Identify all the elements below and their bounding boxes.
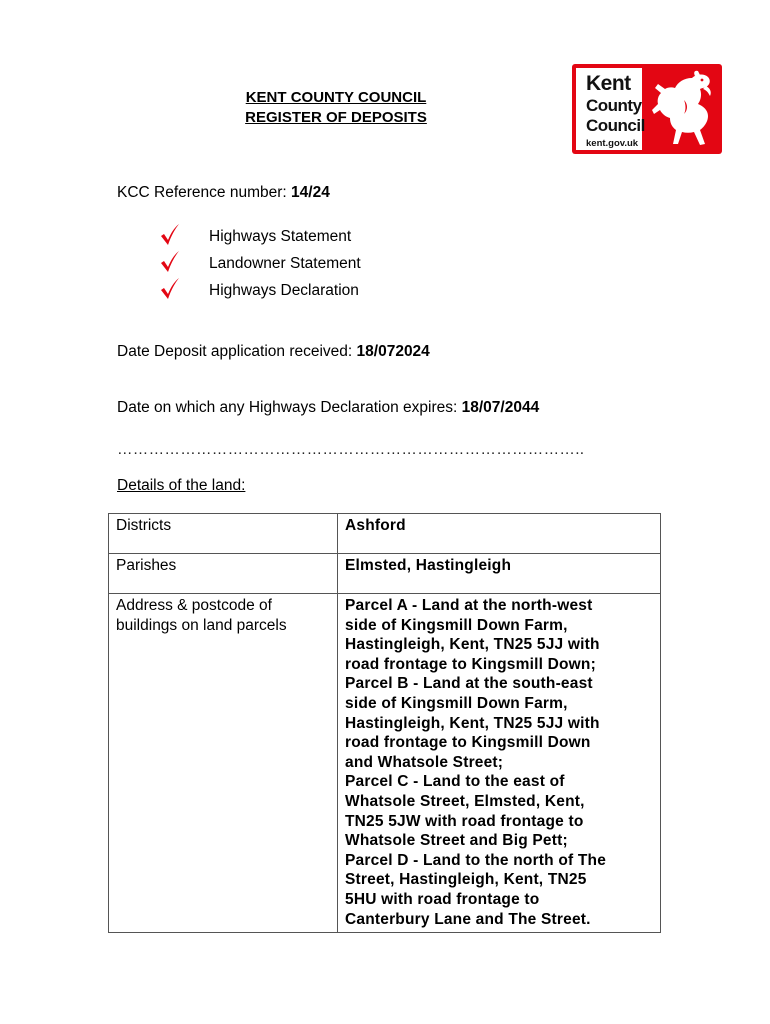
logo-website: kent.gov.uk xyxy=(586,138,639,149)
title-line-2: REGISTER OF DEPOSITS xyxy=(245,109,427,126)
address-line: Parcel B - Land at the south-east xyxy=(345,675,593,693)
address-line: side of Kingsmill Down Farm, xyxy=(345,694,568,712)
date-received-label: Date Deposit application received: xyxy=(117,343,353,360)
address-line: Street, Hastingleigh, Kent, TN25 xyxy=(345,871,587,889)
land-details-table xyxy=(108,513,661,933)
title-line-1: KENT COUNTY COUNCIL xyxy=(245,89,427,106)
logo-word-county: County xyxy=(586,96,642,115)
address-line: side of Kingsmill Down Farm, xyxy=(345,616,568,634)
address-label xyxy=(109,594,338,933)
address-line: Whatsole Street, Elmsted, Kent, xyxy=(345,792,585,810)
document-title xyxy=(218,88,454,128)
address-label-line: Address & postcode of xyxy=(116,597,272,614)
address-line: road frontage to Kingsmill Down; xyxy=(345,655,596,673)
address-line: road frontage to Kingsmill Down xyxy=(345,734,591,752)
address-line: Whatsole Street and Big Pett; xyxy=(345,832,568,850)
checklist-item xyxy=(160,224,420,250)
date-received-value: 18/072024 xyxy=(356,343,430,360)
districts-label: Districts xyxy=(109,514,338,554)
address-line: TN25 5JW with road frontage to xyxy=(345,812,584,830)
districts-value: Ashford xyxy=(338,514,661,554)
checklist-item-label: Highways Statement xyxy=(209,228,352,245)
address-line: Parcel C - Land to the east of xyxy=(345,773,565,791)
address-line: Canterbury Lane and The Street. xyxy=(345,910,591,928)
checklist-item xyxy=(160,278,420,304)
address-line: 5HU with road frontage to xyxy=(345,890,540,908)
dotted-divider: …………………………………………………………………………….. xyxy=(117,441,585,458)
address-value xyxy=(338,594,661,933)
address-line: Parcel A - Land at the north-west xyxy=(345,597,593,614)
parishes-label: Parishes xyxy=(109,554,338,594)
kent-county-council-logo xyxy=(572,64,722,154)
address-line: Parcel D - Land to the north of The xyxy=(345,851,607,869)
kcc-reference xyxy=(117,183,330,203)
checklist-item-label: Highways Declaration xyxy=(209,282,359,299)
table-row-districts xyxy=(109,514,661,554)
declaration-expiry xyxy=(117,398,539,418)
parishes-value: Elmsted, Hastingleigh xyxy=(338,554,661,594)
white-horse-icon xyxy=(648,70,718,148)
date-received xyxy=(117,342,430,362)
address-line: and Whatsole Street; xyxy=(345,753,504,771)
address-line: Hastingleigh, Kent, TN25 5JJ with xyxy=(345,636,600,654)
reference-value: 14/24 xyxy=(291,184,330,201)
logo-word-council: Council xyxy=(586,116,645,135)
checkmark-icon xyxy=(160,251,180,273)
logo-word-kent: Kent xyxy=(586,72,631,95)
checklist-item-label: Landowner Statement xyxy=(209,255,361,272)
table-row-address xyxy=(109,594,661,933)
logo-wordmark-box xyxy=(576,68,645,150)
checklist-item xyxy=(160,251,420,277)
details-heading: Details of the land: xyxy=(117,477,246,494)
reference-label: KCC Reference number: xyxy=(117,184,287,201)
checkmark-icon xyxy=(160,278,180,300)
declaration-expiry-label: Date on which any Highways Declaration expires: xyxy=(117,399,458,416)
declaration-expiry-value: 18/07/2044 xyxy=(461,399,540,416)
address-label-line: buildings on land parcels xyxy=(116,616,287,634)
address-line: Hastingleigh, Kent, TN25 5JJ with xyxy=(345,714,600,732)
table-row-parishes xyxy=(109,554,661,594)
checkmark-icon xyxy=(160,224,180,246)
